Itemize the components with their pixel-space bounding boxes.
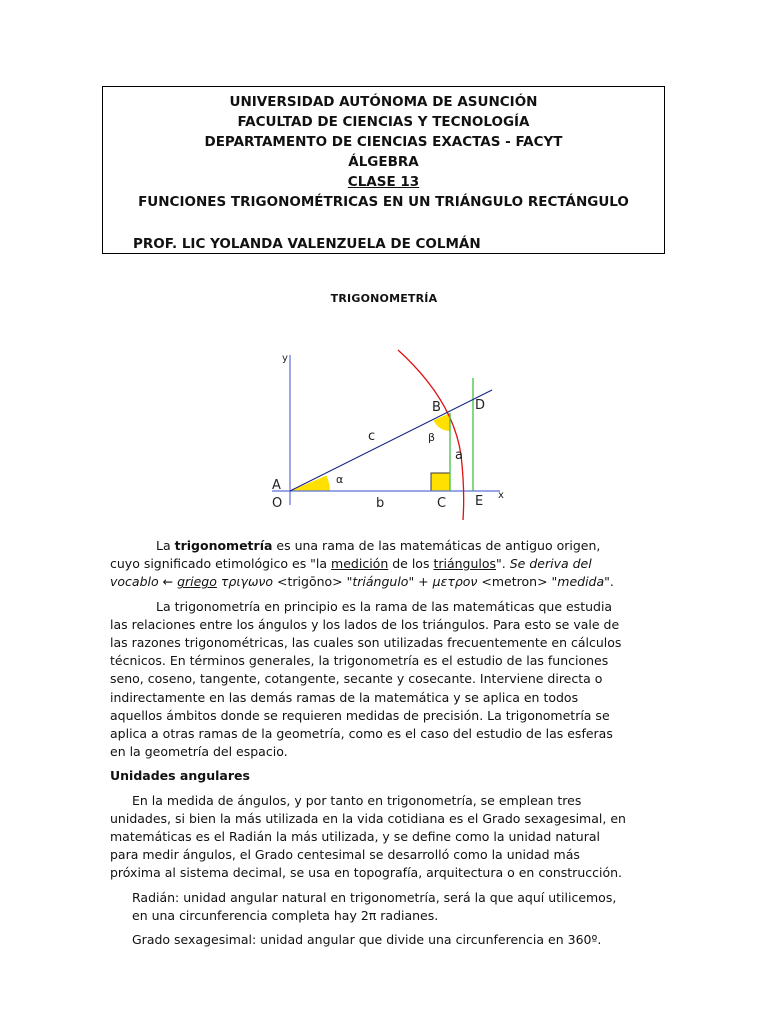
item-sexagesimal: Grado sexagesimal: unidad angular que divide una circunferencia en 360º. [132,932,602,948]
subheading-unidades: Unidades angulares [110,768,250,784]
body-text [110,537,630,949]
label-x: x [498,490,504,501]
alpha-wedge [290,476,330,492]
link-medicion[interactable]: medición [331,556,389,572]
faculty-name: FACULTAD DE CIENCIAS Y TECNOLOGÍA [237,114,530,130]
label-E: E [475,494,484,509]
label-B: B [432,400,441,415]
university-name: UNIVERSIDAD AUTÓNOMA DE ASUNCIÓN [229,94,538,110]
right-angle-marker [431,473,450,491]
label-b: b [376,496,385,511]
section-title: TRIGONOMETRÍA [330,292,438,305]
item-radian: Radián: unidad angular natural en trigonometría, será la que aquí utilicemos, en una circunferencia completa hay 2π radianes. [132,889,617,923]
professor-name: PROF. LIC YOLANDA VALENZUELA DE COLMÁN [133,236,481,252]
subject-name: ÁLGEBRA [348,154,419,170]
definition-paragraph: La trigonometría en principio es la rama de las matemáticas que estudia las relaciones entre los ángulos y los lados de los triángulos. Para esto se vale de las razones trigonométricas, las cuales son utilizadas frecuentemente en cálculos técnicos. En términos generales, la trigonometría es el estudio de las funciones seno, coseno, tangente, cotangente, secante y cosecante. Interviene directa o indirectamente en las demás ramas de la matemática y se aplica en todos aquellos ámbitos donde se requieren medidas de precisión. La trigonometría se aplica a otras ramas de la geometría, como es el caso del estudio de las esferas en la geometría del espacio. [110,598,622,760]
link-triangulos[interactable]: triángulos [433,556,497,572]
units-paragraph: En la medida de ángulos, y por tanto en trigonometría, se emplean tres unidades, si bien la más utilizada en la vida cotidiana es el Grado sexagesimal, en matemáticas es el Radián la más utilizada, y se define como la unidad natural para medir ángulos, el Grado centesimal se desarrolló como la unidad más próxima al sistema decimal, se usa en topografía, arquitectura o en construcción. [110,792,626,881]
trig-figure [268,345,508,525]
label-y: y [282,353,288,364]
label-D: D [475,398,486,413]
intro-paragraph: La trigonometría es una rama de las matemáticas de antiguo origen, cuyo significado etimológico es "la medición de los triángulos". Se deriva del vocablo ← griego τριγωνο <trigōno> "triángulo" + μετρον <metron> "medida". [110,538,614,590]
label-C: C [437,496,447,511]
header-box [102,86,665,254]
label-a: a [455,448,463,463]
label-A: A [272,478,281,493]
label-c: c [368,429,376,444]
class-number: CLASE 13 [347,174,420,190]
label-alpha: α [336,473,344,486]
link-griego[interactable]: griego [177,574,217,590]
class-title: FUNCIONES TRIGONOMÉTRICAS EN UN TRIÁNGULO RECTÁNGULO [138,194,629,210]
hypotenuse-line [290,390,492,491]
label-O: O [272,496,283,511]
department-name: DEPARTAMENTO DE CIENCIAS EXACTAS - FACYT [204,134,563,150]
label-beta: β [428,431,436,444]
